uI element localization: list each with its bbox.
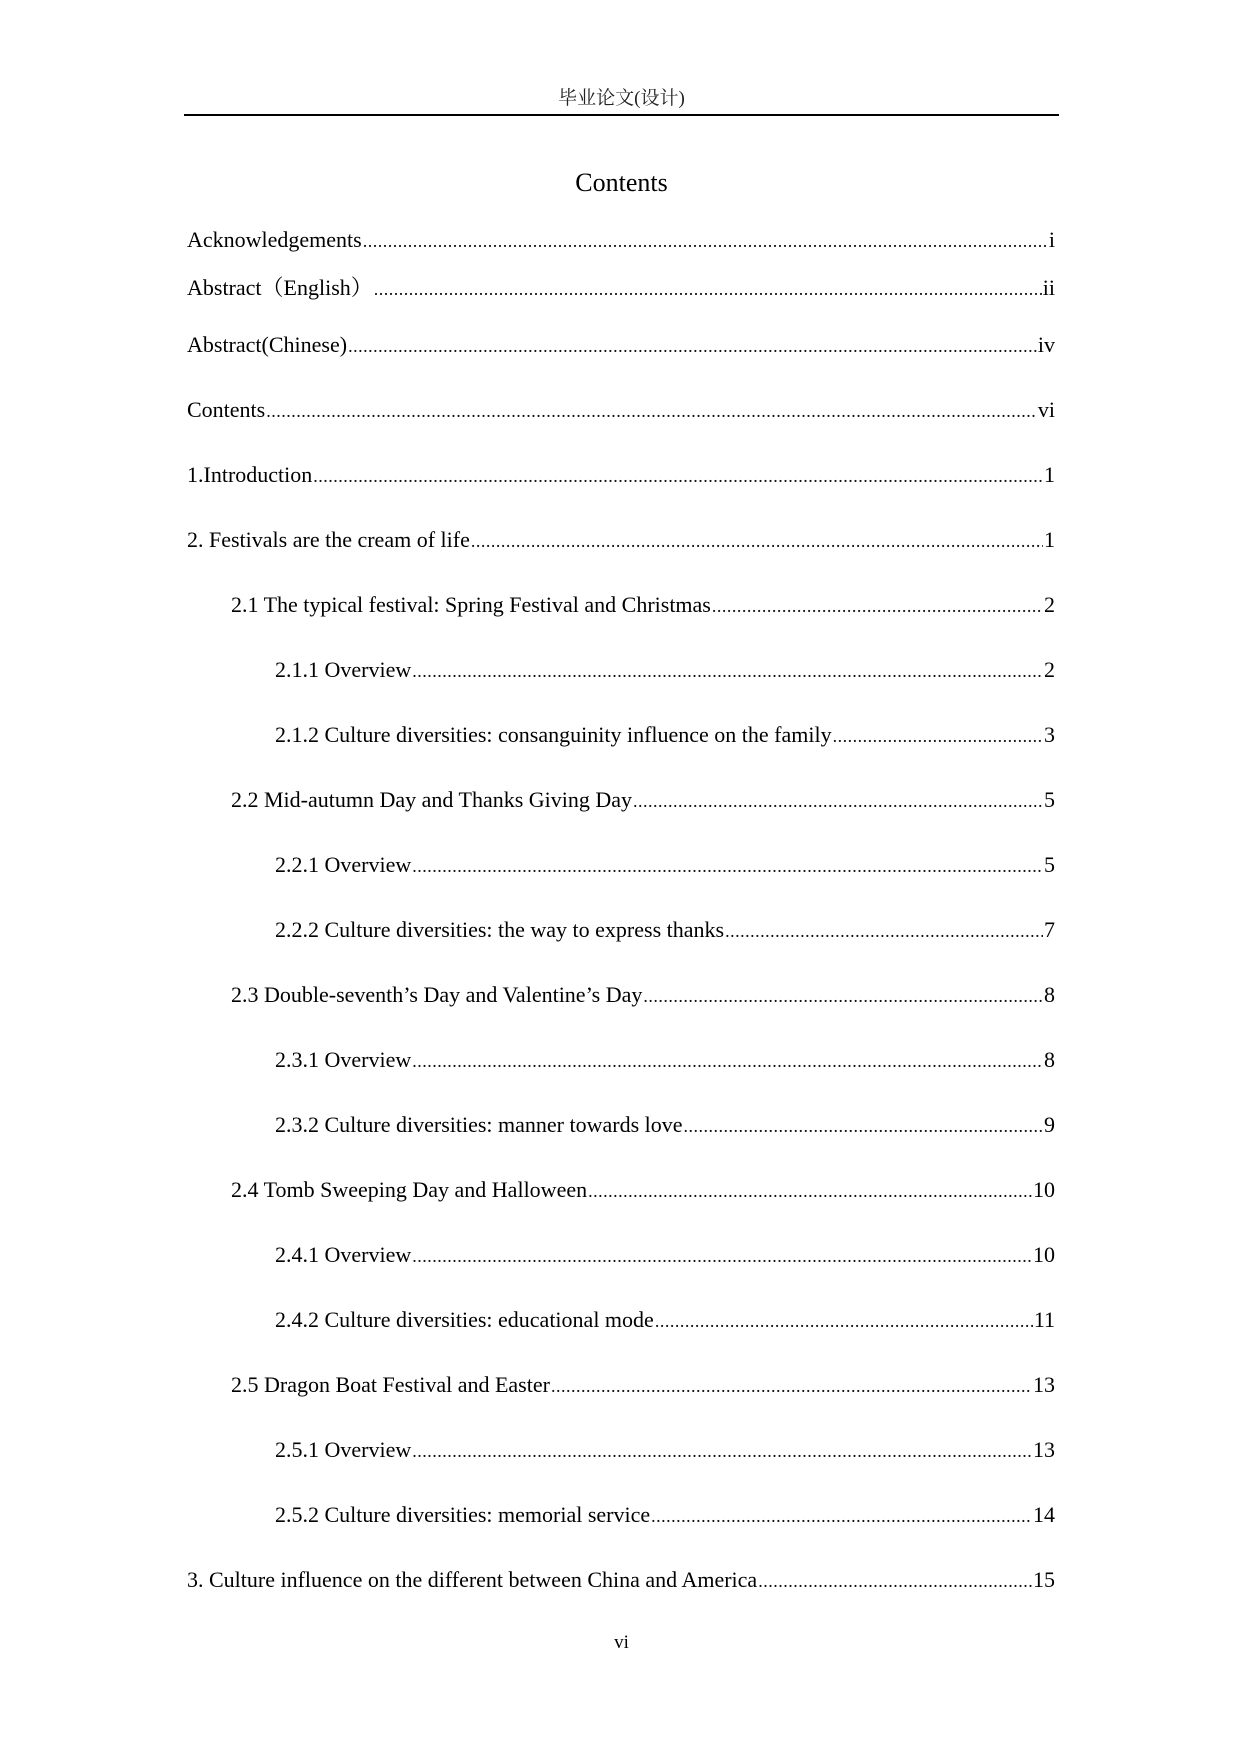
toc-entry-label: 2.5 Dragon Boat Festival and Easter	[231, 1372, 550, 1397]
toc-dot-leader	[633, 787, 1043, 815]
toc-dot-leader	[374, 275, 1042, 303]
toc-dot-leader	[363, 227, 1048, 255]
toc-dot-leader	[758, 1567, 1032, 1595]
page-title: Contents	[575, 168, 668, 197]
toc-entry-label: 2.3 Double-seventh’s Day and Valentine’s Day	[231, 982, 643, 1007]
toc-entry-label: Abstract（English）	[187, 275, 373, 300]
toc-dot-leader	[655, 1307, 1033, 1335]
toc-dot-leader	[412, 852, 1043, 880]
toc-entry-label: Acknowledgements	[187, 227, 362, 252]
toc-entry-page: 13	[1033, 1372, 1055, 1397]
toc-dot-leader	[643, 982, 1043, 1010]
toc-dot-leader	[684, 1112, 1043, 1140]
toc-entry-section-2-3-2[interactable]	[275, 1111, 1055, 1140]
toc-entry-label: 2.4.2 Culture diversities: educational mode	[275, 1307, 654, 1332]
toc-dot-leader	[313, 462, 1043, 490]
toc-entry-section-2-1[interactable]	[231, 591, 1055, 620]
toc-dot-leader	[348, 332, 1037, 360]
toc-entry-label: 2.4.1 Overview	[275, 1242, 412, 1267]
toc-entry-section-2-1-2[interactable]	[275, 721, 1055, 750]
toc-dot-leader	[712, 592, 1043, 620]
toc-dot-leader	[412, 1437, 1032, 1465]
toc-dot-leader	[471, 527, 1043, 555]
toc-entry-label: 2.1.2 Culture diversities: consanguinity influence on the family	[275, 722, 832, 747]
page-header: 毕业论文(设计)	[558, 88, 685, 109]
toc-dot-leader	[725, 917, 1043, 945]
toc-entry-page: 8	[1044, 1047, 1055, 1072]
toc-entry-page: iv	[1037, 332, 1055, 357]
toc-dot-leader	[412, 657, 1043, 685]
toc-dot-leader	[551, 1372, 1032, 1400]
toc-entry-page: 2	[1044, 592, 1055, 617]
toc-entry-section-2-5-1[interactable]	[275, 1436, 1055, 1465]
toc-entry-label: 2.1 The typical festival: Spring Festival and Christmas	[231, 592, 711, 617]
toc-entry-label: Abstract(Chinese)	[187, 332, 348, 357]
toc-entry-section-2-5[interactable]	[231, 1371, 1055, 1400]
toc-entry-section-2-4[interactable]	[231, 1176, 1055, 1205]
toc-entry-label: 2.2 Mid-autumn Day and Thanks Giving Day	[231, 787, 633, 812]
toc-entry-section-2-2-1[interactable]	[275, 851, 1055, 880]
toc-entry-label: 2.2.1 Overview	[275, 852, 412, 877]
toc-dot-leader	[651, 1502, 1032, 1530]
page-number: vi	[614, 1632, 629, 1653]
toc-entry-page: 9	[1044, 1112, 1055, 1137]
toc-entry-page: vi	[1037, 397, 1055, 422]
toc-entry-section-2-2-2[interactable]	[275, 916, 1055, 945]
toc-entry-page: 1	[1044, 527, 1055, 552]
toc-entry-page: 5	[1044, 852, 1055, 877]
toc-entry-section-2-2[interactable]	[231, 786, 1055, 815]
toc-entry-label: 2. Festivals are the cream of life	[187, 527, 470, 552]
toc-entry-label: 2.4 Tomb Sweeping Day and Halloween	[231, 1177, 588, 1202]
toc-entry-page: ii	[1042, 275, 1055, 300]
toc-entry-section-2-3[interactable]	[231, 981, 1055, 1010]
toc-entry-label: 2.3.1 Overview	[275, 1047, 412, 1072]
toc-dot-leader	[412, 1242, 1032, 1270]
toc-entry-label: 2.1.1 Overview	[275, 657, 412, 682]
toc-entry-introduction[interactable]	[187, 461, 1055, 490]
toc-entry-page: 2	[1044, 657, 1055, 682]
toc-entry-acknowledgements[interactable]	[187, 226, 1055, 255]
toc-entry-page: 15	[1033, 1567, 1055, 1592]
toc-entry-page: 3	[1044, 722, 1055, 747]
toc-entry-label: Contents	[187, 397, 266, 422]
toc-entry-section-2-5-2[interactable]	[275, 1501, 1055, 1530]
toc-dot-leader	[266, 397, 1037, 425]
toc-entry-page: i	[1048, 227, 1055, 252]
toc-entry-label: 2.5.2 Culture diversities: memorial service	[275, 1502, 651, 1527]
toc-entry-section-2-4-1[interactable]	[275, 1241, 1055, 1270]
toc-entry-abstract-chinese[interactable]	[187, 331, 1055, 360]
toc-entry-label: 2.5.1 Overview	[275, 1437, 412, 1462]
toc-dot-leader	[833, 722, 1043, 750]
toc-entry-page: 11	[1033, 1307, 1055, 1332]
header-divider	[184, 114, 1059, 116]
toc-entry-contents[interactable]	[187, 396, 1055, 425]
toc-entry-page: 8	[1044, 982, 1055, 1007]
toc-entry-label: 2.2.2 Culture diversities: the way to express thanks	[275, 917, 725, 942]
toc-entry-label: 1.Introduction	[187, 462, 313, 487]
toc-entry-page: 14	[1033, 1502, 1055, 1527]
toc-dot-leader	[588, 1177, 1032, 1205]
toc-entry-section-3[interactable]	[187, 1566, 1055, 1595]
toc-entry-page: 5	[1044, 787, 1055, 812]
toc-entry-abstract-english[interactable]	[187, 274, 1055, 303]
toc-entry-page: 10	[1033, 1177, 1055, 1202]
toc-entry-section-2[interactable]	[187, 526, 1055, 555]
toc-entry-page: 7	[1044, 917, 1055, 942]
toc-entry-page: 1	[1044, 462, 1055, 487]
toc-dot-leader	[412, 1047, 1043, 1075]
toc-entry-page: 10	[1033, 1242, 1055, 1267]
toc-entry-label: 2.3.2 Culture diversities: manner towards love	[275, 1112, 683, 1137]
toc-entry-section-2-1-1[interactable]	[275, 656, 1055, 685]
toc-entry-section-2-4-2[interactable]	[275, 1306, 1055, 1335]
toc-entry-page: 13	[1033, 1437, 1055, 1462]
toc-entry-section-2-3-1[interactable]	[275, 1046, 1055, 1075]
toc-entry-label: 3. Culture influence on the different between China and America	[187, 1567, 758, 1592]
